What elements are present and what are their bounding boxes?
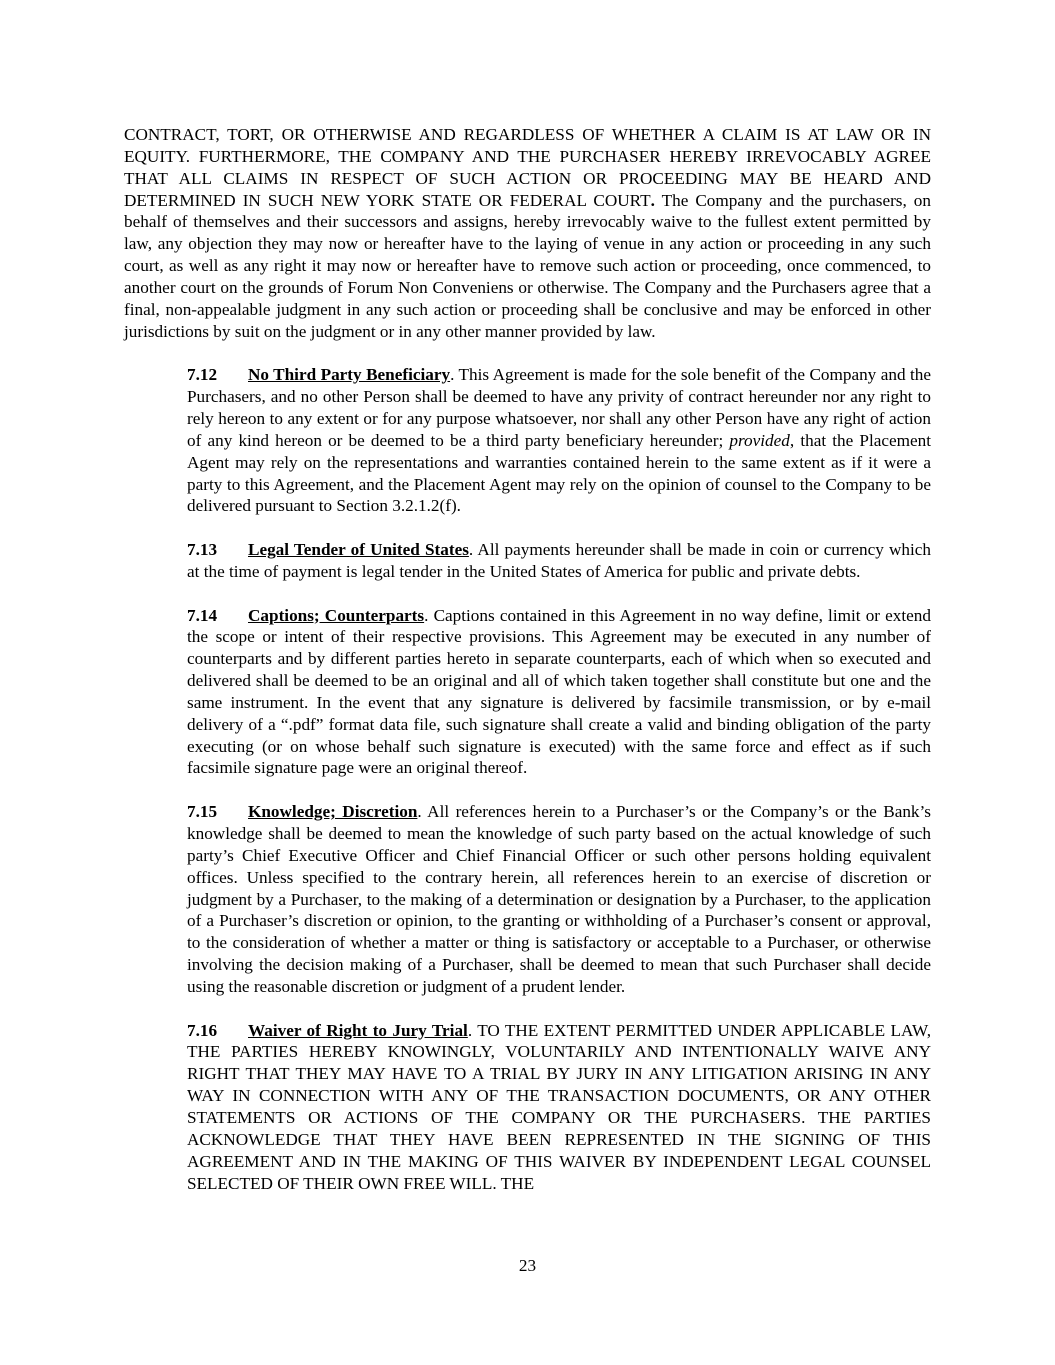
continued-rest-text: The Company and the purchasers, on behalf of themselves and their successors and assigns, hereby irrevocably waive to the fullest extent permitted by law, any objection they may now or hereafter have to the laying of venue in any action or proceeding in any such court, as well as any right it may now or hereafter have to remove such action or proceeding, once commenced, to another court on the grounds of Forum Non Conveniens or otherwise. The Company and the Purchasers agree that a final, non-appealable judgment in any such action or proceeding shall be conclusive and may be enforced in other jurisdictions by suit on the judgment or in any other manner provided by law. [124, 190, 931, 341]
section-number: 7.16 [187, 1020, 218, 1040]
section-heading: Captions; Counterparts [248, 605, 425, 625]
section-7-15 [124, 801, 931, 998]
section-number: 7.15 [187, 802, 218, 822]
section-text: . All payments hereunder shall be made in coin or currency which at the time of payment is legal tender in the United States of America for public and private debts. [187, 540, 931, 581]
section-italic-text: provided [729, 430, 790, 450]
section-text: . Captions contained in this Agreement in no way define, limit or extend the scope or intent of their respective provisions. This Agreement may be executed in any number of counterparts and by different parties hereto in separate counterparts, each of which when so executed and delivered shall be deemed to be an original and all of which taken together shall constitute but one and the same instrument. In the event that any signature is delivered by facsimile transmission, or by e-mail delivery of a “.pdf” format data file, such signature shall create a valid and binding obligation of the party executing (or on whose behalf such signature is executed) with the same force and effect as if such facsimile signature page were an original thereof. [187, 605, 931, 778]
section-heading: No Third Party Beneficiary [248, 365, 451, 385]
section-7-16 [124, 1020, 931, 1195]
section-text: . This Agreement is made for the sole benefit of the Company and the Purchasers, and no other Person shall be deemed to have any privity of contract hereunder nor any right to rely hereon to any extent or for any purpose whatsoever, nor shall any other Person have any right of action of any kind hereon or be deemed to be a third party beneficiary hereunder; [187, 365, 931, 450]
section-7-13 [124, 539, 931, 583]
section-number: 7.14 [187, 605, 218, 625]
section-heading: Legal Tender of United States [248, 540, 469, 560]
section-number: 7.12 [187, 365, 218, 385]
section-text: . TO THE EXTENT PERMITTED UNDER APPLICABLE LAW, THE PARTIES HEREBY KNOWINGLY, VOLUNTARILY AND INTENTIONALLY WAIVE ANY RIGHT THAT THEY MAY HAVE TO A TRIAL BY JURY IN ANY LITIGATION ARISING IN ANY WAY IN CONNECTION WITH ANY OF THE TRANSACTION DOCUMENTS, OR ANY OTHER STATEMENTS OR ACTIONS OF THE COMPANY OR THE PURCHASERS. THE PARTIES ACKNOWLEDGE THAT THEY HAVE BEEN REPRESENTED IN THE SIGNING OF THIS AGREEMENT AND IN THE MAKING OF THIS WAIVER BY INDEPENDENT LEGAL COUNSEL SELECTED OF THEIR OWN FREE WILL. THE [187, 1020, 931, 1193]
continued-paragraph [124, 124, 931, 342]
section-7-14 [124, 605, 931, 780]
section-heading: Knowledge; Discretion [248, 802, 418, 822]
section-text-continued: , that the Placement Agent may rely on the representations and warranties contained herein to the same extent as if it were a party to this Agreement, and the Placement Agent may rely on the opinion of counsel to the Company to be delivered pursuant to Section 3.2.1.2(f). [187, 430, 931, 516]
section-text: . All references herein to a Purchaser’s or the Company’s or the Bank’s knowledge shall be deemed to mean the knowledge of such party based on the actual knowledge of such party’s Chief Executive Officer and Chief Financial Officer or such other persons holding equivalent offices. Unless specified to the contrary herein, all references herein to an exercise of discretion or judgment by a Purchaser, to the making of a determination or designation by a Purchaser, to the application of a Purchaser’s discretion or opinion, to the granting or withholding of a Purchaser’s consent or approval, to the consideration of whether a matter or thing is satisfactory or acceptable to a Purchaser, or otherwise involving the decision making of a Purchaser, shall be deemed to mean that such Purchaser shall decide using the reasonable discretion or judgment of a prudent lender. [187, 802, 931, 996]
page-body [124, 124, 931, 1216]
section-heading: Waiver of Right to Jury Trial [248, 1020, 468, 1040]
section-number: 7.13 [187, 540, 218, 560]
continued-bold-period: . [650, 190, 655, 210]
continued-caps-text: CONTRACT, TORT, OR OTHERWISE AND REGARDLESS OF WHETHER A CLAIM IS AT LAW OR IN EQUITY. FURTHERMORE, THE COMPANY AND THE PURCHASER HEREBY IRREVOCABLY AGREE THAT ALL CLAIMS IN RESPECT OF SUCH ACTION OR PROCEEDING MAY BE HEARD AND DETERMINED IN SUCH NEW YORK STATE OR FEDERAL COURT [124, 125, 931, 210]
section-7-12 [124, 364, 931, 517]
page-number: 23 [518, 1256, 537, 1275]
